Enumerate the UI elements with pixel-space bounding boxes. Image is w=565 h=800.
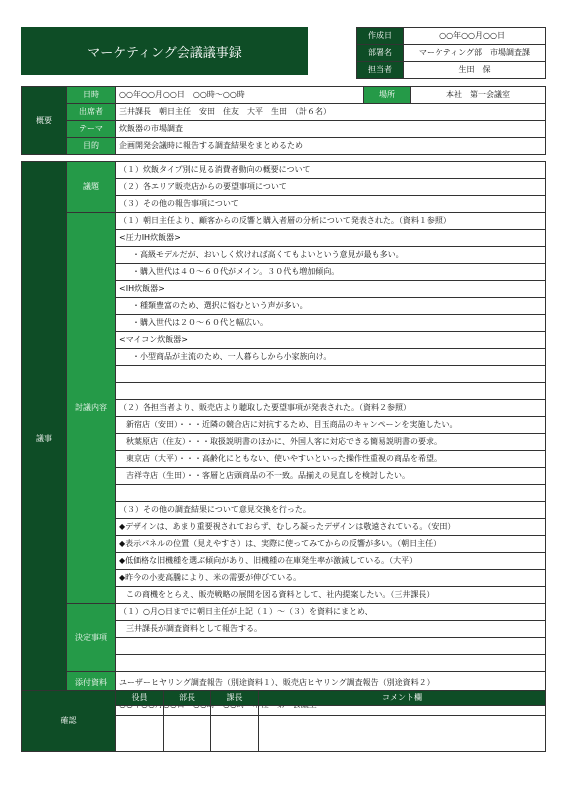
place-value: 本社 第一会議室 [411, 87, 546, 104]
attendees-value: 三井課長 朝日主任 安田 住友 大平 生田 （計６名） [116, 104, 546, 121]
decision-row-text [116, 638, 546, 655]
discussion-row-text: 秋葉原店（住友）・・・取扱説明書のほかに、外国人客に対応できる簡易説明書の要求。 [116, 434, 546, 451]
discussion-row-text [116, 383, 546, 400]
agenda-section-label: 議事 [22, 162, 67, 716]
comment-field[interactable] [259, 706, 546, 752]
discussion-row-text: ・高級モデルだが、おいしく炊ければ高くてもよいという意見が最も多い。 [116, 247, 546, 264]
discussion-row-text: 吉祥寺店（生田）・・客層と店頭商品の不一致。品揃えの見直しを検討したい。 [116, 468, 546, 485]
attachments-label: 添付資料 [67, 672, 116, 694]
meta-table [356, 27, 546, 79]
discussion-row-text: ◆デザインは、あまり重要視されておらず、むしろ凝ったデザインは敬遠されている。（安田） [116, 519, 546, 536]
topics-label: 議題 [67, 162, 116, 213]
overview-table [21, 86, 546, 155]
discussion-row [22, 213, 546, 230]
person-value: 生田 保 [404, 62, 546, 79]
discussion-row-text: <マイコン炊飯器> [116, 332, 546, 349]
datetime-label: 日時 [67, 87, 116, 104]
discussion-row-text: ・購入世代は４０～６０代がメイン。３０代も増加傾向。 [116, 264, 546, 281]
confirm-header-officer: 役員 [116, 691, 164, 706]
attachments-value: ユーザーヒヤリング調査報告（別途資料１）、販売店ヒヤリング調査報告（別途資料２） [116, 672, 546, 694]
confirm-header-manager: 課長 [211, 691, 259, 706]
topic-row-text: （１）炊飯タイプ別に見る消費者動向の概要について [116, 162, 546, 179]
topic-row-text: （２）各エリア販売店からの要望事項について [116, 179, 546, 196]
decision-row-text: 三井課長が調査資料として報告する。 [116, 621, 546, 638]
discussion-row-text: （２）各担当者より、販売店より聴取した要望事項が発表された。（資料２参照） [116, 400, 546, 417]
confirm-header-comment: コメント欄 [259, 691, 546, 706]
document-title: マーケティング会議議事録 [21, 27, 308, 75]
discussion-row-text: （３）その他の調査結果について意見交換を行った。 [116, 502, 546, 519]
discussion-row-text: （１）朝日主任より、顧客からの反響と購入者層の分析について発表された。（資料１参照） [116, 213, 546, 230]
theme-label: テーマ [67, 121, 116, 138]
topic-row-text: （３）その他の報告事項について [116, 196, 546, 213]
purpose-label: 目的 [67, 138, 116, 155]
confirm-table [21, 690, 546, 752]
overview-section-label: 概要 [22, 87, 67, 155]
discussion-row-text: <圧力IH炊飯器> [116, 230, 546, 247]
discussion-label: 討議内容 [67, 213, 116, 604]
discussion-row-text: この商機をとらえ、販売戦略の展開を図る資料として、社内提案したい。（三井課長） [116, 587, 546, 604]
created-date-label: 作成日 [357, 28, 404, 45]
discussion-row-text [116, 366, 546, 383]
discussion-row-text: ・種類豊富のため、選択に悩むという声が多い。 [116, 298, 546, 315]
stamp-manager[interactable] [211, 706, 259, 752]
discussion-row-text: ◆低価格な旧機種を選ぶ傾向があり、旧機種の在庫発生率が激減している。（大平） [116, 553, 546, 570]
datetime-value: ○○年○○月○○日 ○○時～○○時 [116, 87, 364, 104]
place-label: 場所 [364, 87, 411, 104]
purpose-value: 企画開発会議時に報告する調査結果をまとめるため [116, 138, 546, 155]
confirm-header-director: 部長 [164, 691, 211, 706]
discussion-row-text: ◆昨今の小麦高騰により、米の需要が伸びている。 [116, 570, 546, 587]
discussion-row-text: ・小型商品が主流のため、一人暮らしから小家族向け。 [116, 349, 546, 366]
attendees-label: 出席者 [67, 104, 116, 121]
agenda-table [21, 161, 546, 716]
topic-row [22, 162, 546, 179]
stamp-director[interactable] [164, 706, 211, 752]
decision-row-text [116, 655, 546, 672]
department-value: マーケティング部 市場調査課 [404, 45, 546, 62]
decision-row-text: （１）○月○日までに朝日主任が上記（１）～（３）を資料にまとめ、 [116, 604, 546, 621]
discussion-row-text: ◆表示パネルの位置（見えやすさ）は、実際に使ってみてからの反響が多い。（朝日主任） [116, 536, 546, 553]
discussion-row-text: <IH炊飯器> [116, 281, 546, 298]
created-date-value: ○○年○○月○○日 [404, 28, 546, 45]
confirm-label: 確認 [22, 691, 116, 752]
person-label: 担当者 [357, 62, 404, 79]
discussion-row-text: 新宿店（安田）・・・近隣の競合店に対抗するため、目玉商品のキャンペーンを実施したい。 [116, 417, 546, 434]
decision-row [22, 604, 546, 621]
department-label: 部署名 [357, 45, 404, 62]
decision-label: 決定事項 [67, 604, 116, 672]
discussion-row-text: ・購入世代は２０～６０代と幅広い。 [116, 315, 546, 332]
stamp-officer[interactable] [116, 706, 164, 752]
theme-value: 炊飯器の市場調査 [116, 121, 546, 138]
discussion-row-text [116, 485, 546, 502]
discussion-row-text: 東京店（大平）・・・高齢化にともない、使いやすいといった操作性重視の商品を希望。 [116, 451, 546, 468]
